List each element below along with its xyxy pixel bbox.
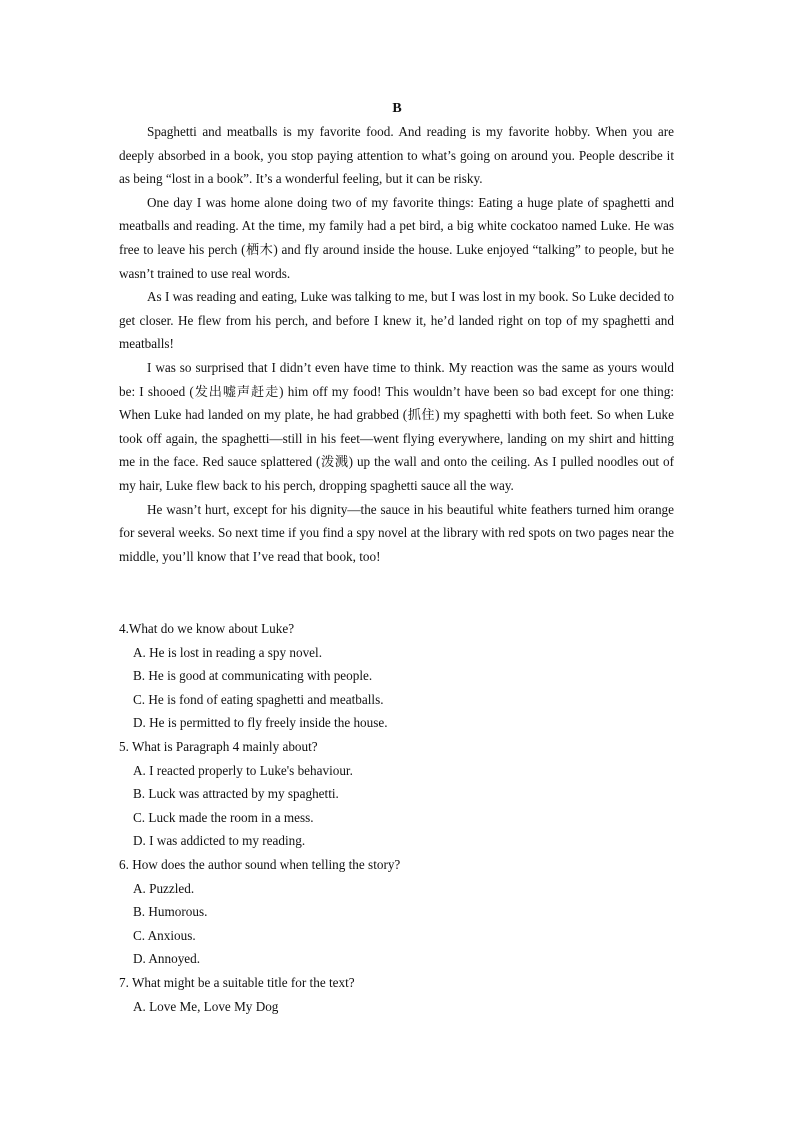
question-list (119, 617, 674, 1018)
question-7 (119, 971, 674, 1018)
reading-passage (119, 120, 674, 568)
passage-paragraph-4: I was so surprised that I didn’t even have time to think. My reaction was the same as yours would be: I shooed (发出嘘声赶走) him off my food! This wouldn’t have been so bad except for one thing: When Luke had landed on my plate, he had grabbed (抓住) my spaghetti with both feet. So when Luke took off again, the spaghetti—still in his feet—went flying everywhere, landing on my shirt and hitting me in the face. Red sauce splattered (泼溅) up the wall and onto the ceiling. As I pulled noodles out of my hair, Luke flew back to his perch, dropping spaghetti sauce all the way. (119, 359, 674, 493)
passage-paragraph-2: One day I was home alone doing two of my favorite things: Eating a huge plate of spaghetti and meatballs and reading. At the time, my family had a pet bird, a big white cockatoo named Luke. He was free to leave his perch (栖木) and fly around inside the house. Luke enjoyed “talking” to people, but he wasn’t trained to use real words. (119, 194, 674, 281)
answer-option-a: A. Puzzled. (133, 880, 195, 896)
answer-option-c: C. Anxious. (133, 927, 196, 943)
answer-option-c: C. Luck made the room in a mess. (133, 809, 314, 825)
section-title: B (392, 101, 402, 116)
question-stem: 7. What might be a suitable title for the text? (119, 974, 355, 990)
question-6 (119, 853, 674, 971)
passage-paragraph-3: As I was reading and eating, Luke was talking to me, but I was lost in my book. So Luke decided to get closer. He flew from his perch, and before I knew it, he’d landed right on top of my spaghetti and meatballs! (119, 289, 674, 352)
question-stem: 6. How does the author sound when telling the story? (119, 856, 401, 872)
answer-option-d: D. He is permitted to fly freely inside the house. (133, 715, 388, 731)
answer-option-d: D. I was addicted to my reading. (133, 833, 306, 849)
passage-paragraph-5: He wasn’t hurt, except for his dignity—the sauce in his beautiful white feathers turned him orange for several weeks. So next time if you find a spy novel at the library with red spots on two pages near the middle, you’ll know that I’ve read that book, too! (119, 501, 674, 564)
answer-option-b: B. He is good at communicating with people. (133, 668, 373, 684)
question-4 (119, 617, 674, 735)
question-5 (119, 735, 674, 853)
answer-option-a: A. Love Me, Love My Dog (133, 998, 279, 1014)
passage-paragraph-1: Spaghetti and meatballs is my favorite food. And reading is my favorite hobby. When you are deeply absorbed in a book, you stop paying attention to what’s going on around you. People describe it as being “lost in a book”. It’s a wonderful feeling, but it can be risky. (119, 124, 674, 187)
answer-option-c: C. He is fond of eating spaghetti and meatballs. (133, 691, 384, 707)
answer-option-b: B. Luck was attracted by my spaghetti. (133, 786, 339, 802)
question-stem: 5. What is Paragraph 4 mainly about? (119, 738, 318, 754)
answer-option-b: B. Humorous. (133, 904, 208, 920)
answer-option-a: A. He is lost in reading a spy novel. (133, 644, 322, 660)
question-stem: 4.What do we know about Luke? (119, 621, 295, 636)
answer-option-a: A. I reacted properly to Luke's behaviour. (133, 762, 353, 778)
answer-option-d: D. Annoyed. (133, 951, 201, 967)
